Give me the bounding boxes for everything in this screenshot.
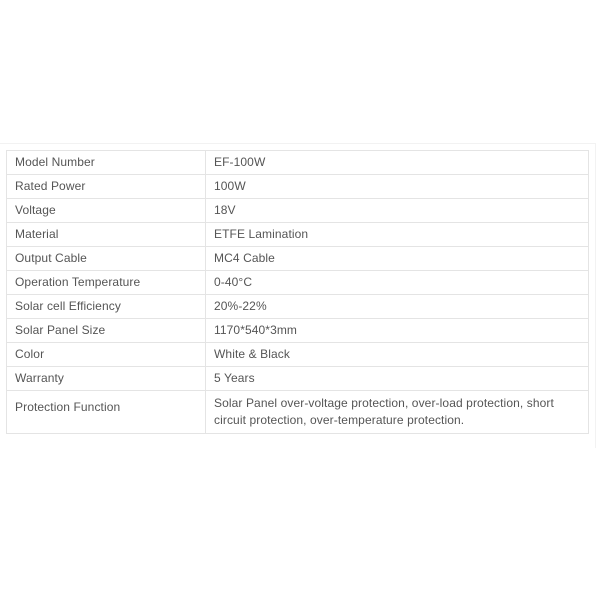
table-row (7, 391, 589, 434)
table-row (7, 175, 589, 199)
table-row (7, 367, 589, 391)
table-row (7, 343, 589, 367)
spec-value: 5 Years (206, 367, 589, 391)
spec-value: 0-40°C (206, 271, 589, 295)
spec-value: White & Black (206, 343, 589, 367)
spec-value: 100W (206, 175, 589, 199)
table-row (7, 271, 589, 295)
spec-label: Solar Panel Size (7, 319, 206, 343)
table-row (7, 247, 589, 271)
table-row (7, 199, 589, 223)
table-row (7, 223, 589, 247)
spec-label: Rated Power (7, 175, 206, 199)
spec-value: EF-100W (206, 151, 589, 175)
spec-value: 20%-22% (206, 295, 589, 319)
spec-table (6, 150, 589, 434)
table-row (7, 295, 589, 319)
spec-value: Solar Panel over-voltage protection, over-load protection, short circuit protection, over-temperature protection. (206, 391, 589, 434)
spec-label: Color (7, 343, 206, 367)
spec-value: MC4 Cable (206, 247, 589, 271)
spec-label: Protection Function (7, 391, 206, 434)
table-row (7, 319, 589, 343)
spec-label: Warranty (7, 367, 206, 391)
spec-label: Solar cell Efficiency (7, 295, 206, 319)
spec-value: 18V (206, 199, 589, 223)
spec-label: Operation Temperature (7, 271, 206, 295)
spec-label: Voltage (7, 199, 206, 223)
spec-label: Material (7, 223, 206, 247)
table-row (7, 151, 589, 175)
spec-label: Output Cable (7, 247, 206, 271)
spec-value: 1170*540*3mm (206, 319, 589, 343)
spec-table-container (6, 150, 589, 434)
spec-value: ETFE Lamination (206, 223, 589, 247)
spec-label: Model Number (7, 151, 206, 175)
